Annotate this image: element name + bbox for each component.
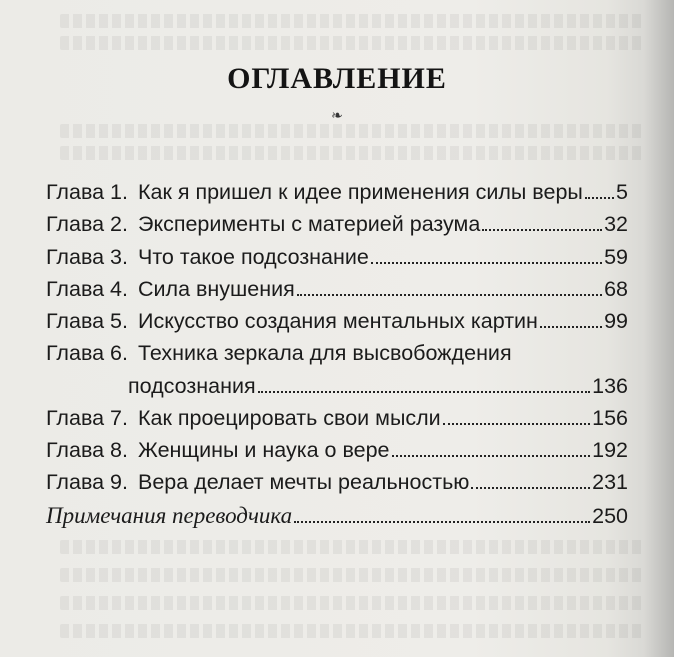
page-number: 250 (592, 503, 628, 528)
ornament-icon: ❧ (331, 108, 343, 124)
toc-entry (46, 434, 628, 466)
page-number: 136 (592, 373, 628, 398)
toc-title: ОГЛАВЛЕНИЕ (227, 62, 447, 95)
bleed-through-line (60, 624, 644, 638)
chapter-number: Глава 9. (46, 470, 128, 495)
toc-entry (46, 305, 628, 337)
page-number: 32 (604, 212, 628, 237)
bleed-through-line (60, 568, 644, 582)
bleed-through-line (60, 124, 644, 138)
toc-entry (46, 273, 628, 305)
chapter-title: Что такое подсознание (137, 244, 369, 269)
chapter-title: Как проецировать свои мысли (137, 405, 441, 430)
chapter-title: Вера делает мечты реальностью (137, 470, 470, 495)
notes-title: Примечания переводчика (46, 502, 293, 528)
dot-leader (371, 262, 602, 264)
page-number: 5 (616, 180, 628, 204)
dot-leader (392, 455, 591, 457)
toc-entry (46, 402, 628, 434)
page-number: 231 (592, 470, 628, 495)
page-number: 59 (604, 244, 628, 269)
toc-entry (46, 466, 628, 498)
bleed-through-line (60, 14, 644, 28)
toc-entry (46, 337, 628, 402)
chapter-number: Глава 3. (46, 244, 128, 269)
dot-leader (482, 229, 602, 231)
chapter-number: Глава 5. (46, 309, 128, 333)
page-number: 192 (592, 438, 628, 462)
page-number: 99 (604, 309, 628, 333)
toc-list (46, 176, 628, 533)
bleed-through-line (60, 146, 644, 160)
toc-entry (46, 241, 628, 273)
chapter-title: Эксперименты с материей разума (137, 212, 481, 237)
toc-entry-notes (46, 499, 628, 534)
chapter-title: Техника зеркала для высвобождения (137, 341, 512, 366)
chapter-number: Глава 4. (46, 276, 128, 301)
bleed-through-line (60, 36, 644, 50)
chapter-title: Как я пришел к идее применения силы веры (137, 180, 583, 204)
dot-leader (258, 391, 591, 393)
toc-entry (46, 176, 628, 208)
chapter-title: Женщины и наука о вере (137, 438, 390, 462)
toc-entry (46, 208, 628, 240)
dot-leader (540, 326, 602, 328)
chapter-number: Глава 6. (46, 341, 128, 366)
chapter-title: Искусство создания ментальных картин (137, 309, 538, 333)
bleed-through-line (60, 596, 644, 610)
page-number: 156 (592, 405, 628, 430)
chapter-number: Глава 2. (46, 212, 128, 237)
chapter-title: Сила внушения (137, 276, 295, 301)
chapter-title-continued: подсознания (128, 373, 256, 398)
page-number: 68 (604, 276, 628, 301)
bleed-through-line (60, 540, 644, 554)
dot-leader (585, 197, 614, 199)
chapter-number: Глава 7. (46, 405, 128, 430)
dot-leader (443, 423, 590, 425)
page-edge-shadow (644, 0, 674, 657)
chapter-number: Глава 1. (46, 180, 128, 204)
chapter-number: Глава 8. (46, 438, 128, 462)
dot-leader (297, 294, 602, 296)
dot-leader (294, 521, 590, 523)
dot-leader (471, 487, 590, 489)
